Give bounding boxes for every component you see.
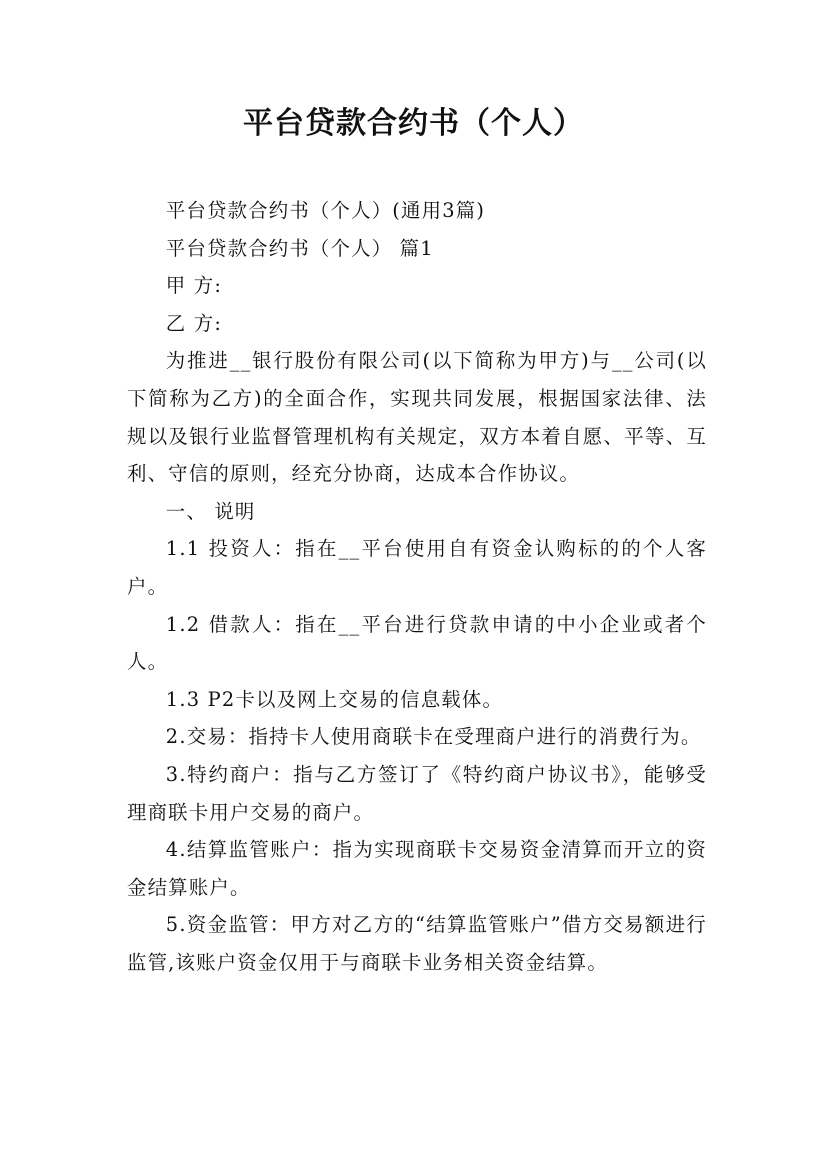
- clause-4: 4.结算监管账户：指为实现商联卡交易资金清算而开立的资金结算账户。: [127, 838, 707, 899]
- clause-1-3: 1.3 P2卡以及网上交易的信息载体。: [165, 687, 504, 711]
- paragraph-subtitle: 平台贷款合约书（个人）(通用3篇): [165, 199, 486, 222]
- party-b-line: 乙 方:: [165, 311, 223, 335]
- clause-1-2: 1.2 借款人：指在__平台进行贷款申请的中小企业或者个人。: [127, 612, 707, 674]
- section-heading-description: 一、 说明: [165, 499, 256, 523]
- document-body: [127, 192, 707, 981]
- party-a-line: 甲 方:: [165, 274, 223, 298]
- paragraph-section-heading: 平台贷款合约书（个人） 篇1: [165, 236, 434, 260]
- clause-5: 5.资金监管：甲方对乙方的“结算监管账户”借方交易额进行监管,该账户资金仅用于与商联卡业务相关资金结算。: [127, 913, 707, 974]
- document-title: 平台贷款合约书（个人）: [243, 106, 584, 141]
- clause-2: 2.交易：指持卡人使用商联卡在受理商户进行的消费行为。: [165, 725, 702, 749]
- clause-1-1: 1.1 投资人：指在__平台使用自有资金认购标的的个人客户。: [127, 537, 707, 598]
- clause-3: 3.特约商户：指与乙方签订了《特约商户协议书》，能够受理商联卡用户交易的商户。: [127, 762, 707, 824]
- paragraph-preamble: 为推进__银行股份有限公司(以下简称为甲方)与__公司(以下简称为乙方)的全面合作，实现共同发展，根据国家法律、法规以及银行业监督管理机构有关规定，双方本着自愿、平等、互利、守信的原则，经充分协商，达成本合作协议。: [127, 349, 707, 486]
